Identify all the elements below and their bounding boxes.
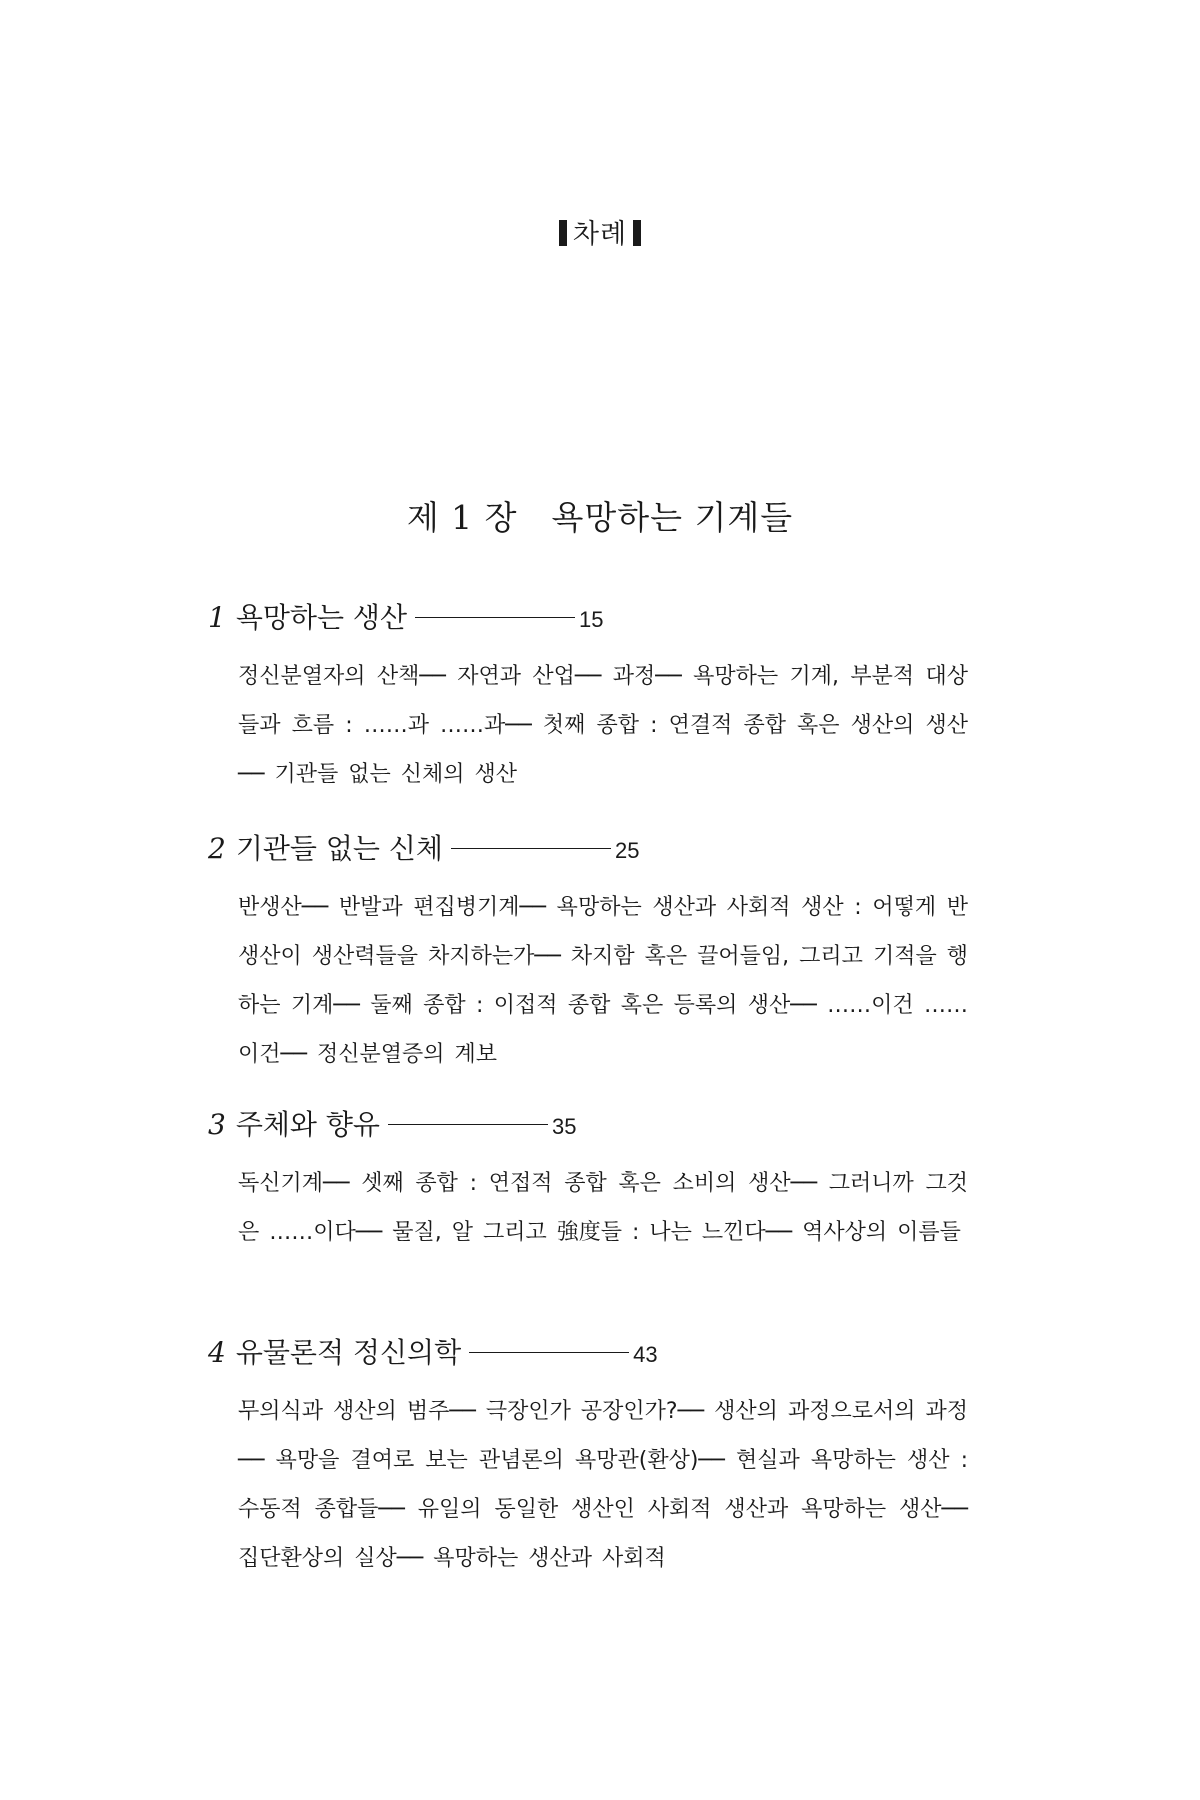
section-heading[interactable] [208, 1105, 978, 1147]
section-page-number: 15 [579, 607, 604, 632]
section-summary: 무의식과 생산의 범주── 극장인가 공장인가?── 생산의 과정으로서의 과정── 욕망을 결여로 보는 관념론의 욕망관(환상)── 현실과 욕망하는 생산 : 수동적 종합들── 유일의 동일한 생산인 사회적 생산과 욕망하는 생산── 집단환상의 실상── 욕망하는 생산과 사회적 [238, 1399, 968, 1571]
section-summary: 정신분열자의 산책── 자연과 산업── 과정── 욕망하는 기계, 부분적 대상들과 흐름 : ……과 ……과── 첫째 종합 : 연결적 종합 혹은 생산의 생산── 기관들 없는 신체의 생산 [238, 664, 968, 787]
section-title: 욕망하는 생산 [235, 601, 408, 634]
toc-header [0, 212, 1200, 251]
section-title: 주체와 향유 [235, 1108, 380, 1141]
section-page-number: 35 [551, 1114, 577, 1139]
section-heading[interactable] [208, 1333, 978, 1375]
leader-line [469, 1352, 629, 1353]
leader-line [415, 617, 575, 618]
section-number: 3 [208, 1108, 226, 1141]
toc-section [208, 829, 978, 1079]
section-title: 유물론적 정신의학 [235, 1336, 462, 1369]
section-number: 4 [208, 1336, 226, 1369]
leader-line [388, 1124, 548, 1125]
right-bar-ornament [633, 220, 641, 246]
section-summary: 반생산── 반발과 편집병기계── 욕망하는 생산과 사회적 생산 : 어떻게 반생산이 생산력들을 차지하는가── 차지함 혹은 끌어들임, 그리고 기적을 행하는 기계── 둘째 종합 : 이접적 종합 혹은 등록의 생산── ……이건 ……이건── 정신분열증의 계보 [238, 895, 968, 1067]
section-page-number: 25 [614, 838, 640, 863]
section-number: 2 [208, 832, 226, 865]
leader-line [451, 848, 611, 849]
left-bar-ornament [559, 220, 567, 246]
chapter-title [0, 492, 1200, 539]
chapter-number: 제 1 장 [406, 498, 518, 537]
section-heading[interactable] [208, 829, 978, 871]
section-heading[interactable] [208, 598, 978, 640]
toc-section [208, 1333, 978, 1583]
section-summary: 독신기계── 셋째 종합 : 연접적 종합 혹은 소비의 생산── 그러니까 그것은 ……이다── 물질, 알 그리고 強度들 : 나는 느낀다── 역사상의 이름들 [238, 1171, 968, 1245]
chapter-name: 욕망하는 기계들 [551, 498, 794, 537]
section-page-number: 43 [633, 1342, 658, 1367]
section-title: 기관들 없는 신체 [235, 832, 443, 865]
toc-section [208, 1105, 978, 1257]
toc-header-label: 차례 [572, 219, 628, 250]
section-number: 1 [208, 601, 226, 634]
toc-section [208, 598, 978, 799]
